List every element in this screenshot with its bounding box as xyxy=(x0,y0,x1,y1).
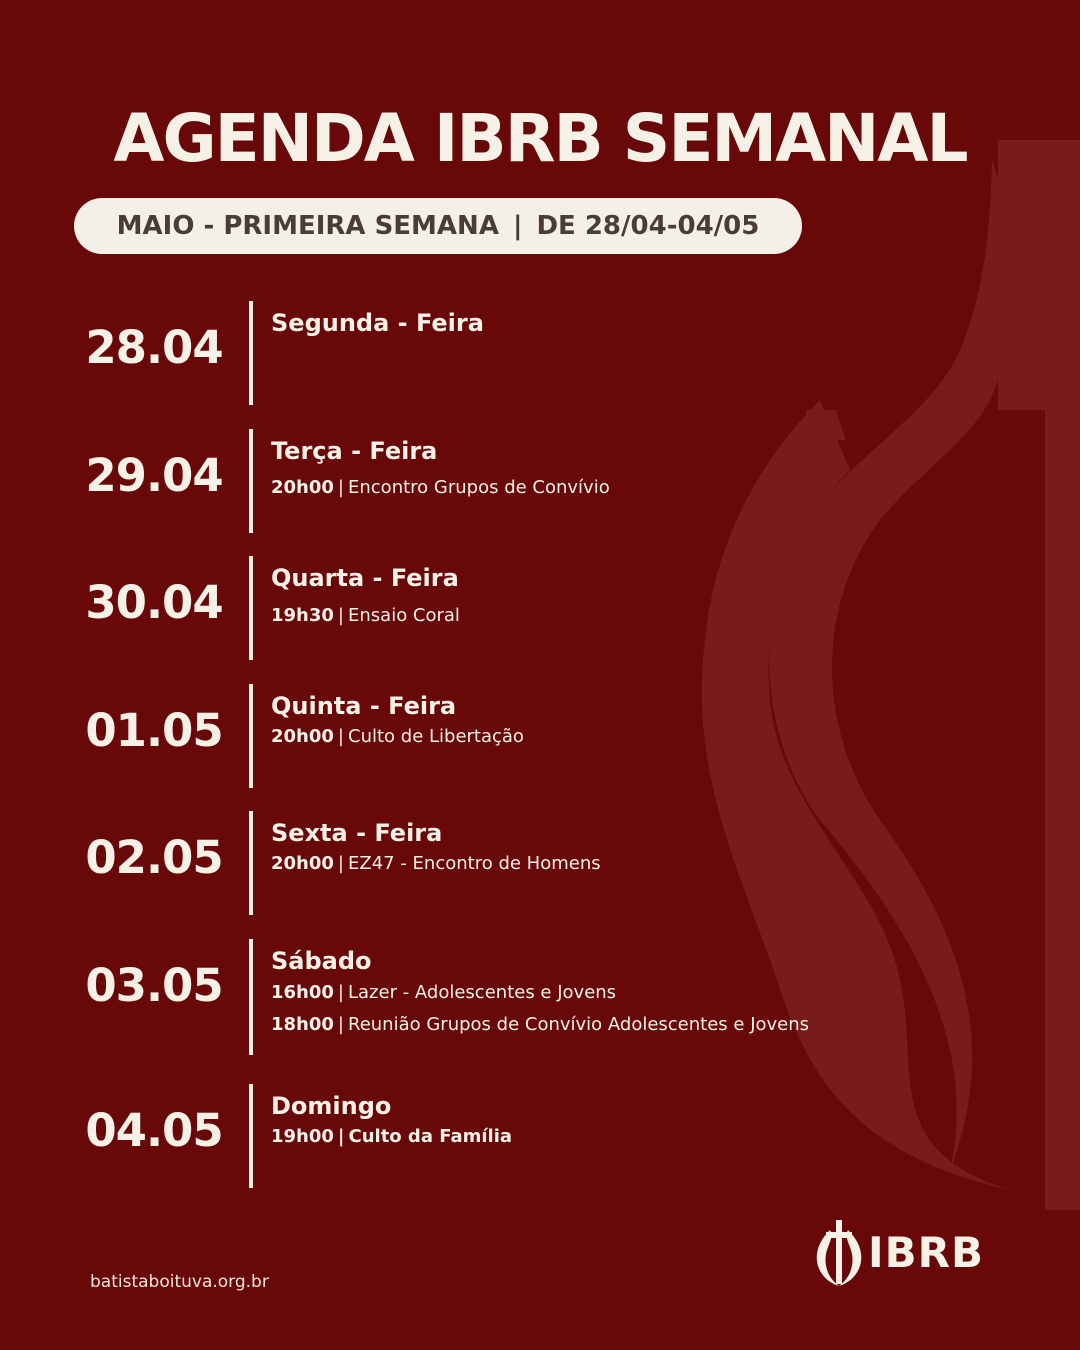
event-time: 20h00 xyxy=(271,726,334,747)
event-item xyxy=(271,1126,512,1147)
schedule-date: 01.05 xyxy=(85,704,223,757)
event-time: 18h00 xyxy=(271,1014,334,1035)
event-separator: | xyxy=(337,605,344,626)
weekday-label: Terça - Feira xyxy=(271,437,438,465)
event-item xyxy=(271,726,524,747)
event-time: 19h30 xyxy=(271,605,334,626)
divider-line xyxy=(249,301,253,405)
weekday-label: Sexta - Feira xyxy=(271,819,443,847)
event-time: 20h00 xyxy=(271,853,334,874)
website-url: batistaboituva.org.br xyxy=(90,1272,269,1292)
divider-line xyxy=(249,811,253,915)
date-range-label: DE 28/04-04/05 xyxy=(536,211,760,241)
divider-line xyxy=(249,556,253,660)
week-range-badge xyxy=(74,198,802,254)
event-separator: | xyxy=(337,477,344,498)
schedule-row xyxy=(0,684,1000,788)
badge-separator: | xyxy=(512,211,523,241)
event-separator: | xyxy=(337,1014,344,1035)
divider-line xyxy=(249,939,253,1055)
event-description: Lazer - Adolescentes e Jovens xyxy=(348,982,617,1003)
schedule-row xyxy=(0,939,1000,1055)
event-description: Reunião Grupos de Convívio Adolescentes e Jovens xyxy=(348,1014,810,1035)
schedule-date: 30.04 xyxy=(85,576,223,629)
event-time: 20h00 xyxy=(271,477,334,498)
schedule-row xyxy=(0,556,1000,660)
event-item xyxy=(271,605,460,626)
month-week-label: MAIO - PRIMEIRA SEMANA xyxy=(116,211,499,241)
schedule-date: 04.05 xyxy=(85,1104,223,1157)
event-description: Encontro Grupos de Convívio xyxy=(348,477,610,498)
weekday-label: Segunda - Feira xyxy=(271,309,484,337)
weekday-label: Quarta - Feira xyxy=(271,564,459,592)
logo-text: IBRB xyxy=(868,1228,984,1277)
schedule-row xyxy=(0,301,1000,405)
event-time: 19h00 xyxy=(271,1126,334,1147)
event-description: Culto de Libertação xyxy=(348,726,524,747)
schedule-row xyxy=(0,429,1000,533)
schedule-row xyxy=(0,1084,1000,1188)
weekday-label: Quinta - Feira xyxy=(271,692,457,720)
divider-line xyxy=(249,1084,253,1188)
event-separator: | xyxy=(337,726,344,747)
weekday-label: Domingo xyxy=(271,1092,392,1120)
schedule-date: 28.04 xyxy=(85,321,223,374)
event-separator: | xyxy=(337,853,344,874)
event-time: 16h00 xyxy=(271,982,334,1003)
event-description: EZ47 - Encontro de Homens xyxy=(348,853,601,874)
schedule-date: 29.04 xyxy=(85,449,223,502)
event-item xyxy=(271,853,601,874)
page-title: AGENDA IBRB SEMANAL xyxy=(113,100,967,177)
event-description: Culto da Família xyxy=(348,1126,513,1147)
schedule-date: 02.05 xyxy=(85,831,223,884)
divider-line xyxy=(249,429,253,533)
event-item xyxy=(271,1014,809,1035)
event-item xyxy=(271,477,610,498)
ibrb-logo xyxy=(812,1216,982,1292)
event-description: Ensaio Coral xyxy=(348,605,460,626)
event-item xyxy=(271,982,616,1003)
schedule-row xyxy=(0,811,1000,915)
divider-line xyxy=(249,684,253,788)
schedule-date: 03.05 xyxy=(85,959,223,1012)
flame-cross-icon xyxy=(812,1218,866,1288)
weekday-label: Sábado xyxy=(271,947,372,975)
event-separator: | xyxy=(337,982,344,1003)
event-separator: | xyxy=(337,1126,345,1147)
